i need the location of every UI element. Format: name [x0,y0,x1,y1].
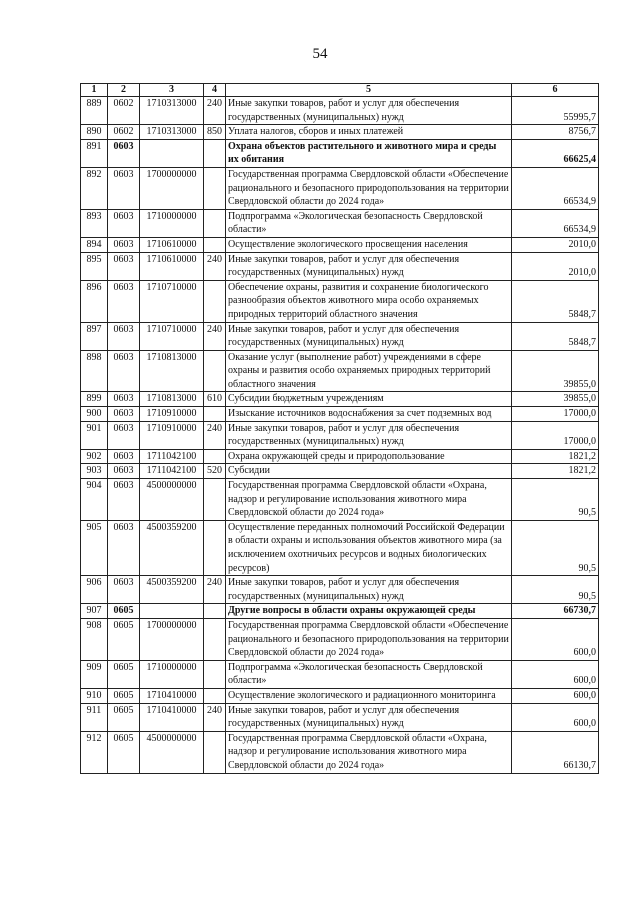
table-row [81,209,599,237]
expense-type: 520 [204,464,226,479]
expense-type [204,280,226,322]
item-name: Иные закупки товаров, работ и услуг для обеспечения государственных (муниципальных) нужд [226,252,512,280]
budget-table [80,83,599,774]
target-code: 1711042100 [140,449,204,464]
section-code: 0603 [108,392,140,407]
table-row [81,449,599,464]
amount: 600,0 [512,660,599,688]
item-name: Другие вопросы в области охраны окружающей среды [226,604,512,619]
table-row [81,139,599,167]
section-code: 0603 [108,576,140,604]
item-name: Государственная программа Свердловской области «Обеспечение рационального и безопасного природопользования на территории Свердловской области до 2024 года» [226,618,512,660]
table-row [81,350,599,392]
section-code: 0605 [108,731,140,773]
table-row [81,421,599,449]
amount: 55995,7 [512,97,599,125]
expense-type [204,209,226,237]
amount: 1821,2 [512,464,599,479]
header-row [81,84,599,97]
item-name: Оказание услуг (выполнение работ) учреждениями в сфере охраны и развития особо охраняемых природных территорий областного значения [226,350,512,392]
table-row [81,237,599,252]
expense-type: 240 [204,576,226,604]
target-code: 1710813000 [140,350,204,392]
section-code: 0603 [108,237,140,252]
expense-type [204,237,226,252]
expense-type: 240 [204,97,226,125]
table-row [81,322,599,350]
row-number: 891 [81,139,108,167]
item-name: Осуществление экологического просвещения населения [226,237,512,252]
amount: 66130,7 [512,731,599,773]
target-code: 1710410000 [140,703,204,731]
section-code: 0602 [108,125,140,140]
table-row [81,618,599,660]
table-row [81,280,599,322]
section-code: 0603 [108,421,140,449]
amount: 8756,7 [512,125,599,140]
target-code: 1711042100 [140,464,204,479]
section-code: 0602 [108,97,140,125]
row-number: 896 [81,280,108,322]
amount: 600,0 [512,688,599,703]
amount: 5848,7 [512,322,599,350]
expense-type [204,618,226,660]
item-name: Иные закупки товаров, работ и услуг для обеспечения государственных (муниципальных) нужд [226,703,512,731]
amount: 17000,0 [512,421,599,449]
row-number: 893 [81,209,108,237]
item-name: Подпрограмма «Экологическая безопасность Свердловской области» [226,660,512,688]
item-name: Осуществление экологического и радиационного мониторинга [226,688,512,703]
table-row [81,125,599,140]
table-row [81,604,599,619]
row-number: 892 [81,167,108,209]
table-row [81,520,599,575]
target-code: 1700000000 [140,618,204,660]
target-code: 1710710000 [140,322,204,350]
header-cell: 4 [204,84,226,97]
row-number: 910 [81,688,108,703]
target-code: 1710910000 [140,421,204,449]
amount: 66625,4 [512,139,599,167]
amount: 2010,0 [512,252,599,280]
expense-type [204,688,226,703]
amount: 1821,2 [512,449,599,464]
item-name: Государственная программа Свердловской области «Охрана, надзор и регулирование использования животного мира Свердловской области до 2024 года» [226,731,512,773]
target-code: 4500359200 [140,520,204,575]
target-code: 1700000000 [140,167,204,209]
row-number: 889 [81,97,108,125]
table-row [81,407,599,422]
item-name: Иные закупки товаров, работ и услуг для обеспечения государственных (муниципальных) нужд [226,97,512,125]
page-number: 54 [312,46,328,62]
target-code: 1710610000 [140,252,204,280]
section-code: 0605 [108,703,140,731]
table-row [81,576,599,604]
header-cell: 3 [140,84,204,97]
row-number: 908 [81,618,108,660]
amount: 66730,7 [512,604,599,619]
row-number: 898 [81,350,108,392]
item-name: Изыскание источников водоснабжения за счет подземных вод [226,407,512,422]
table-row [81,479,599,521]
row-number: 906 [81,576,108,604]
row-number: 895 [81,252,108,280]
table-row [81,703,599,731]
amount: 66534,9 [512,167,599,209]
header-cell: 6 [512,84,599,97]
target-code: 1710000000 [140,209,204,237]
row-number: 907 [81,604,108,619]
target-code: 1710710000 [140,280,204,322]
section-code: 0603 [108,479,140,521]
expense-type [204,167,226,209]
section-code: 0603 [108,252,140,280]
expense-type: 610 [204,392,226,407]
row-number: 899 [81,392,108,407]
target-code: 1710313000 [140,125,204,140]
target-code: 4500000000 [140,479,204,521]
expense-type [204,350,226,392]
item-name: Государственная программа Свердловской области «Обеспечение рационального и безопасного природопользования на территории Свердловской области до 2024 года» [226,167,512,209]
header-cell: 1 [81,84,108,97]
item-name: Уплата налогов, сборов и иных платежей [226,125,512,140]
item-name: Осуществление переданных полномочий Российской Федерации в области охраны и использования объектов животного мира (за исключением охотничьих ресурсов и водных биологических ресурсов) [226,520,512,575]
row-number: 897 [81,322,108,350]
row-number: 890 [81,125,108,140]
expense-type: 240 [204,252,226,280]
row-number: 905 [81,520,108,575]
row-number: 902 [81,449,108,464]
expense-type: 850 [204,125,226,140]
header-cell: 2 [108,84,140,97]
section-code: 0603 [108,322,140,350]
section-code: 0603 [108,520,140,575]
table-row [81,688,599,703]
expense-type [204,604,226,619]
target-code: 1710910000 [140,407,204,422]
amount: 5848,7 [512,280,599,322]
item-name: Иные закупки товаров, работ и услуг для обеспечения государственных (муниципальных) нужд [226,322,512,350]
row-number: 900 [81,407,108,422]
amount: 66534,9 [512,209,599,237]
section-code: 0605 [108,660,140,688]
table-row [81,660,599,688]
item-name: Подпрограмма «Экологическая безопасность Свердловской области» [226,209,512,237]
row-number: 912 [81,731,108,773]
target-code: 1710313000 [140,97,204,125]
expense-type: 240 [204,421,226,449]
section-code: 0603 [108,209,140,237]
expense-type [204,449,226,464]
section-code: 0605 [108,618,140,660]
expense-type [204,731,226,773]
item-name: Субсидии [226,464,512,479]
table-row [81,97,599,125]
row-number: 894 [81,237,108,252]
table-row [81,392,599,407]
amount: 90,5 [512,520,599,575]
section-code: 0603 [108,407,140,422]
section-code: 0603 [108,280,140,322]
section-code: 0605 [108,688,140,703]
section-code: 0603 [108,167,140,209]
table-row [81,731,599,773]
row-number: 909 [81,660,108,688]
expense-type [204,660,226,688]
table-row [81,464,599,479]
target-code [140,604,204,619]
item-name: Иные закупки товаров, работ и услуг для обеспечения государственных (муниципальных) нужд [226,421,512,449]
row-number: 901 [81,421,108,449]
header-cell: 5 [226,84,512,97]
amount: 600,0 [512,703,599,731]
expense-type [204,407,226,422]
amount: 600,0 [512,618,599,660]
amount: 39855,0 [512,392,599,407]
item-name: Обеспечение охраны, развития и сохранение биологического разнообразия объектов животного мира особо охраняемых природных территорий областного значения [226,280,512,322]
amount: 2010,0 [512,237,599,252]
row-number: 904 [81,479,108,521]
expense-type [204,520,226,575]
section-code: 0603 [108,350,140,392]
table-row [81,167,599,209]
amount: 17000,0 [512,407,599,422]
expense-type [204,139,226,167]
target-code: 1710813000 [140,392,204,407]
expense-type [204,479,226,521]
target-code: 1710410000 [140,688,204,703]
section-code: 0603 [108,139,140,167]
target-code [140,139,204,167]
expense-type: 240 [204,703,226,731]
section-code: 0603 [108,464,140,479]
table-row [81,252,599,280]
amount: 90,5 [512,479,599,521]
item-name: Охрана объектов растительного и животного мира и среды их обитания [226,139,512,167]
row-number: 911 [81,703,108,731]
target-code: 1710610000 [140,237,204,252]
item-name: Государственная программа Свердловской области «Охрана, надзор и регулирование использования животного мира Свердловской области до 2024 года» [226,479,512,521]
target-code: 1710000000 [140,660,204,688]
expense-type: 240 [204,322,226,350]
amount: 39855,0 [512,350,599,392]
section-code: 0605 [108,604,140,619]
target-code: 4500359200 [140,576,204,604]
target-code: 4500000000 [140,731,204,773]
item-name: Охрана окружающей среды и природопользование [226,449,512,464]
amount: 90,5 [512,576,599,604]
item-name: Субсидии бюджетным учреждениям [226,392,512,407]
section-code: 0603 [108,449,140,464]
item-name: Иные закупки товаров, работ и услуг для обеспечения государственных (муниципальных) нужд [226,576,512,604]
row-number: 903 [81,464,108,479]
